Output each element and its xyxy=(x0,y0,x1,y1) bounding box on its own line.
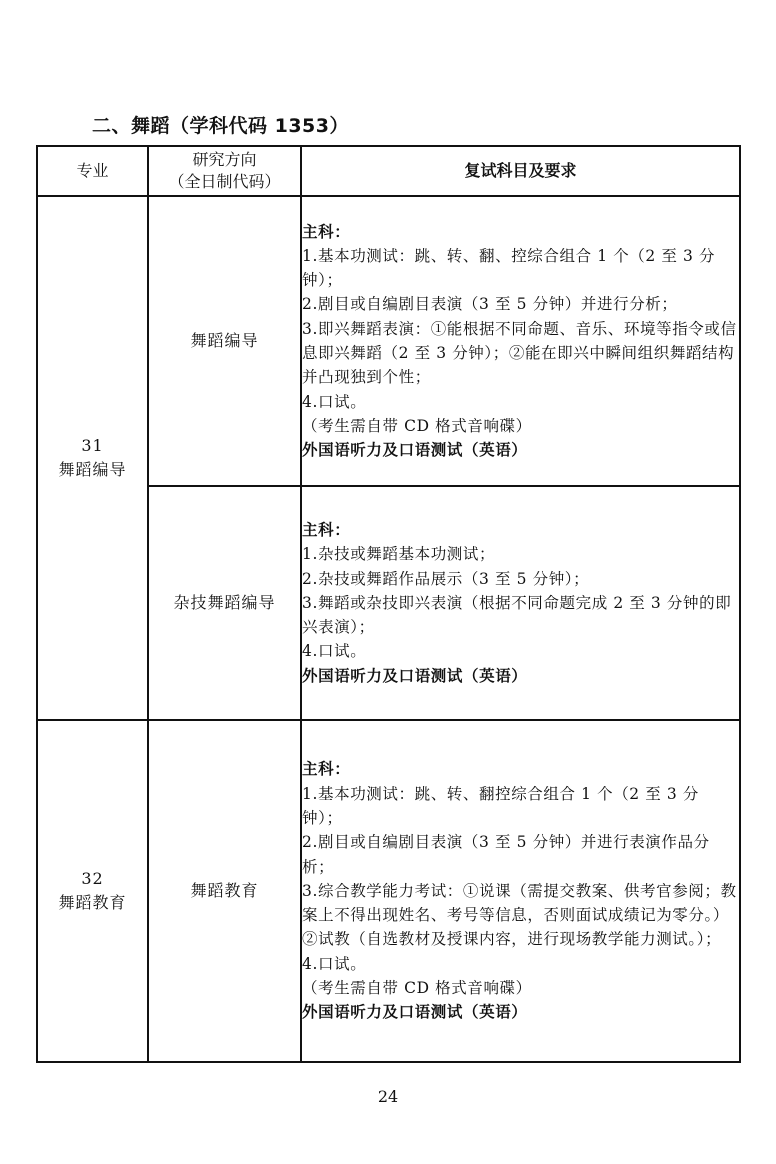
requirement-item: 3.即兴舞蹈表演：①能根据不同命题、音乐、环境等指令或信息即兴舞蹈（2 至 3 分钟）；②能在即兴中瞬间组织舞蹈结构并凸现独到个性； xyxy=(302,319,737,387)
requirement-note: （考生需自带 CD 格式音响碟） xyxy=(302,416,532,435)
requirement-item: 1.基本功测试：跳、转、翻控综合组合 1 个（2 至 3 分钟）； xyxy=(302,784,700,827)
direction-cell xyxy=(148,720,301,1062)
table-row xyxy=(37,720,740,1062)
requirement-item: 4.口试。 xyxy=(302,392,367,411)
major-cell xyxy=(37,720,148,1062)
requirements-cell xyxy=(301,486,740,720)
main-subject-label: 主科： xyxy=(302,222,351,241)
header-requirements-label: 复试科目及要求 xyxy=(464,161,577,180)
table-header-row xyxy=(37,146,740,196)
requirement-item: 4.口试。 xyxy=(302,954,367,973)
major-code: 31 xyxy=(81,436,104,455)
direction-name: 杂技舞蹈编导 xyxy=(173,593,276,612)
major-name: 舞蹈教育 xyxy=(58,893,127,912)
requirement-item: 2.剧目或自编剧目表演（3 至 5 分钟）并进行表演作品分析； xyxy=(302,833,710,876)
foreign-language-test: 外国语听力及口语测试（英语） xyxy=(302,1003,528,1022)
page-number: 24 xyxy=(377,1087,399,1106)
header-major-label: 专业 xyxy=(76,161,109,180)
header-requirements xyxy=(301,146,740,196)
header-major xyxy=(37,146,148,196)
requirements-table xyxy=(36,145,741,1063)
requirement-note: （考生需自带 CD 格式音响碟） xyxy=(302,979,532,998)
direction-cell xyxy=(148,486,301,720)
requirement-item: 1.基本功测试：跳、转、翻、控综合组合 1 个（2 至 3 分钟）； xyxy=(302,246,716,290)
major-cell xyxy=(37,196,148,720)
major-name: 舞蹈编导 xyxy=(58,460,127,479)
header-direction xyxy=(148,146,301,196)
section-title: 二、舞蹈（学科代码 1353） xyxy=(92,115,349,137)
requirement-item: 4.口试。 xyxy=(302,642,367,661)
major-code: 32 xyxy=(81,869,104,888)
requirements-cell xyxy=(301,196,740,486)
direction-name: 舞蹈编导 xyxy=(190,331,259,350)
main-subject-label: 主科： xyxy=(302,760,351,779)
requirements-cell xyxy=(301,720,740,1062)
requirement-item: 1.杂技或舞蹈基本功测试； xyxy=(302,545,496,564)
foreign-language-test: 外国语听力及口语测试（英语） xyxy=(302,666,528,685)
header-direction-line1: 研究方向 xyxy=(192,150,257,169)
requirement-item: 2.剧目或自编剧目表演（3 至 5 分钟）并进行分析； xyxy=(302,295,678,314)
requirement-item: 2.杂技或舞蹈作品展示（3 至 5 分钟）； xyxy=(302,569,590,588)
table-row xyxy=(37,196,740,486)
direction-name: 舞蹈教育 xyxy=(190,881,259,900)
foreign-language-test: 外国语听力及口语测试（英语） xyxy=(302,441,528,460)
requirement-item: 3.综合教学能力考试：①说课（需提交教案、供考官参阅；教案上不得出现姓名、考号等信息，否则面试成绩记为零分。）②试教（自选教材及授课内容，进行现场教学能力测试。）； xyxy=(302,881,737,949)
direction-cell xyxy=(148,196,301,486)
requirement-item: 3.舞蹈或杂技即兴表演（根据不同命题完成 2 至 3 分钟的即兴表演）； xyxy=(302,593,732,637)
main-subject-label: 主科： xyxy=(302,520,351,539)
header-direction-line2: （全日制代码） xyxy=(168,172,281,191)
